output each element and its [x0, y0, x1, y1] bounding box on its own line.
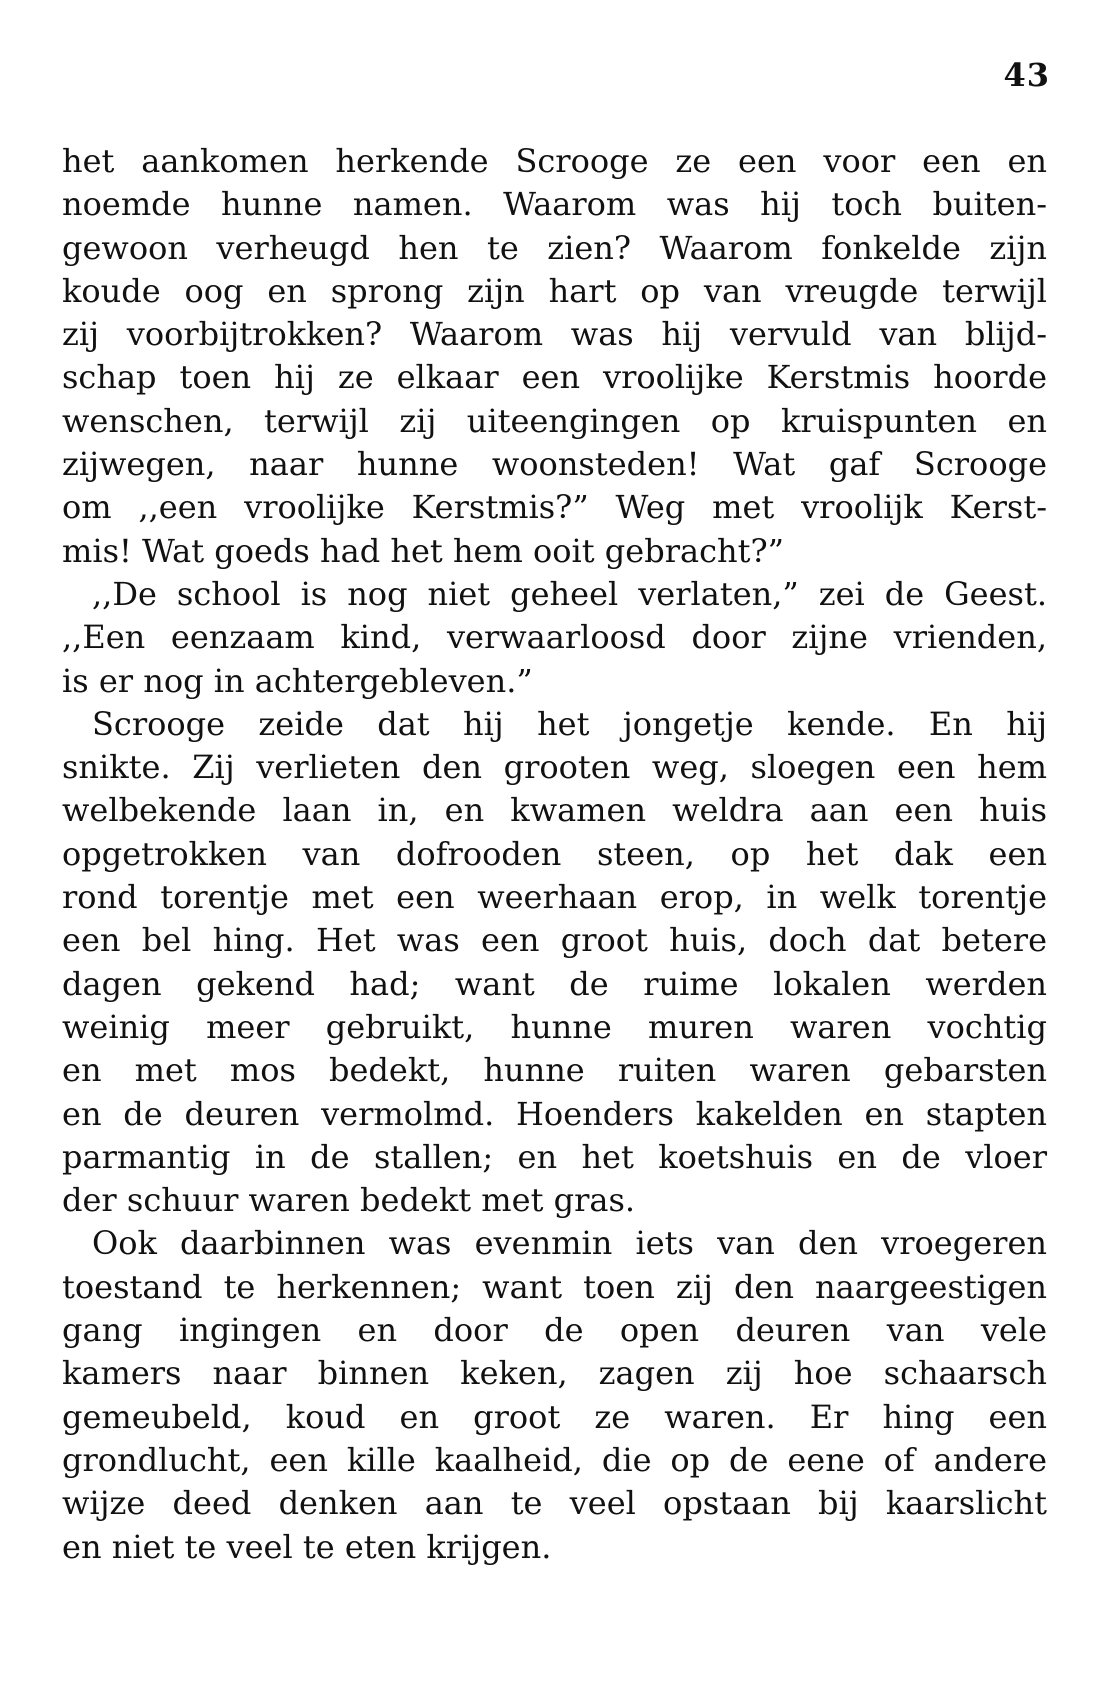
text-line: Scrooge zeide dat hij het jongetje kende. En hij [92, 704, 1047, 743]
text-line: dagen gekend had; want de ruime lokalen werden [62, 964, 1047, 1003]
text-line: koude oog en sprong zijn hart op van vreugde terwijl [62, 271, 1047, 310]
text-line: en de deuren vermolmd. Hoenders kakelden en stapten [62, 1094, 1047, 1133]
text-line: een bel hing. Het was een groot huis, doch dat betere [62, 921, 1047, 960]
body-text [62, 140, 1047, 1569]
text-line: welbekende laan in, en kwamen weldra aan een huis [62, 791, 1047, 830]
text-line: en met mos bedekt, hunne ruiten waren gebarsten [62, 1051, 1047, 1090]
text-line: wijze deed denken aan te veel opstaan bij kaarslicht [62, 1484, 1047, 1523]
text-line: rond torentje met een weerhaan erop, in welk torentje [62, 878, 1047, 917]
text-line: gewoon verheugd hen te zien? Waarom fonkelde zijn [62, 228, 1047, 267]
text-line: parmantig in de stallen; en het koetshuis en de vloer [62, 1137, 1047, 1176]
text-line: mis! Wat goeds had het hem ooit gebracht?” [62, 531, 784, 570]
text-line: zij voorbijtrokken? Waarom was hij vervuld van blijd- [62, 315, 1047, 354]
text-line: en niet te veel te eten krijgen. [62, 1527, 552, 1566]
text-line: grondlucht, een kille kaalheid, die op de eene of andere [62, 1440, 1047, 1479]
text-line: ,,Een eenzaam kind, verwaarloosd door zijne vrienden, [62, 618, 1047, 657]
text-line: is er nog in achtergebleven.” [62, 661, 533, 700]
text-line: het aankomen herkende Scrooge ze een voor een en [62, 142, 1047, 180]
text-line: toestand te herkennen; want toen zij den naargeestigen [62, 1267, 1047, 1306]
text-line: weinig meer gebruikt, hunne muren waren vochtig [62, 1007, 1047, 1046]
text-line: opgetrokken van dofrooden steen, op het dak een [62, 834, 1047, 873]
text-line: schap toen hij ze elkaar een vroolijke Kerstmis hoorde [62, 358, 1047, 397]
text-line: Ook daarbinnen was evenmin iets van den vroegeren [92, 1224, 1047, 1263]
text-line: noemde hunne namen. Waarom was hij toch buiten- [62, 185, 1047, 224]
text-line: ,,De school is nog niet geheel verlaten,” zei de Geest. [92, 574, 1047, 613]
text-line: der schuur waren bedekt met gras. [62, 1181, 636, 1220]
text-line: kamers naar binnen keken, zagen zij hoe schaarsch [62, 1354, 1047, 1393]
text-line: snikte. Zij verlieten den grooten weg, sloegen een hem [62, 748, 1047, 787]
text-line: om ,,een vroolijke Kerstmis?” Weg met vroolijk Kerst- [62, 488, 1047, 527]
page-number: 43 [1003, 56, 1050, 94]
text-line: gemeubeld, koud en groot ze waren. Er hing een [62, 1397, 1047, 1436]
text-line: zijwegen, naar hunne woonsteden! Wat gaf Scrooge [62, 445, 1047, 484]
text-line: wenschen, terwijl zij uiteengingen op kruispunten en [62, 401, 1047, 440]
text-line: gang ingingen en door de open deuren van vele [62, 1311, 1047, 1350]
